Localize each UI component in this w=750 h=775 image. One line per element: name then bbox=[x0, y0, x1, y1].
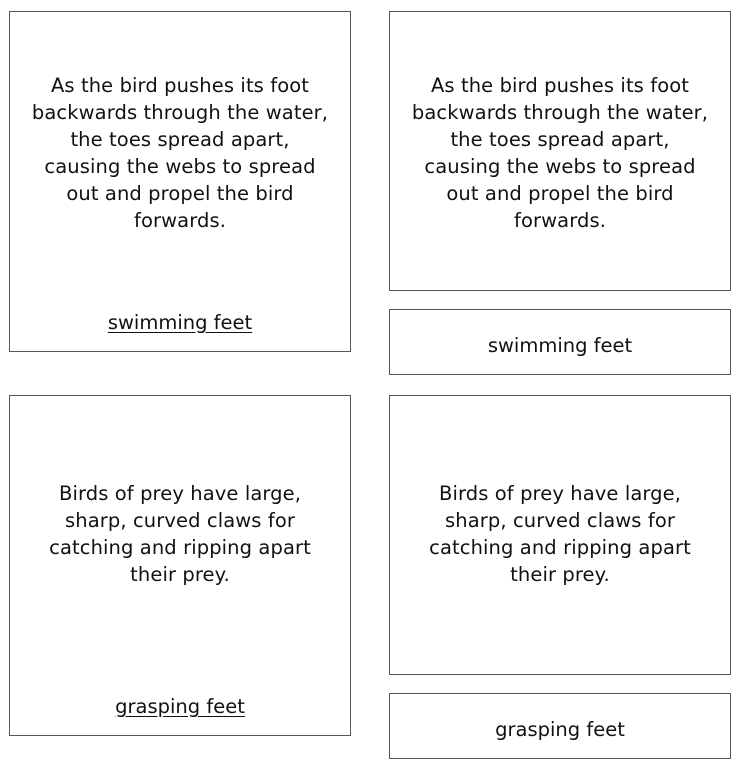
control-card-grasping-feet bbox=[9, 395, 351, 736]
label-card-swimming-feet bbox=[389, 309, 731, 375]
control-card-description: Birds of prey have large, sharp, curved claws for catching and ripping apart their prey. bbox=[49, 482, 311, 586]
label-card-text: swimming feet bbox=[487, 333, 633, 357]
label-card-grasping-feet bbox=[389, 693, 731, 759]
control-card-swimming-feet bbox=[9, 11, 351, 352]
definition-card-swimming-feet bbox=[389, 11, 731, 291]
definition-card-grasping-feet bbox=[389, 395, 731, 675]
control-card-label: grasping feet bbox=[115, 695, 245, 718]
control-card-label: swimming feet bbox=[107, 311, 253, 334]
definition-card-description: Birds of prey have large, sharp, curved claws for catching and ripping apart their prey. bbox=[429, 482, 691, 586]
definition-card-description: As the bird pushes its foot backwards through the water, the toes spread apart, causing the webs to spread out and propel the bird forwards. bbox=[411, 74, 709, 232]
control-card-description: As the bird pushes its foot backwards through the water, the toes spread apart, causing the webs to spread out and propel the bird forwards. bbox=[31, 74, 329, 232]
label-card-text: grasping feet bbox=[495, 717, 625, 741]
